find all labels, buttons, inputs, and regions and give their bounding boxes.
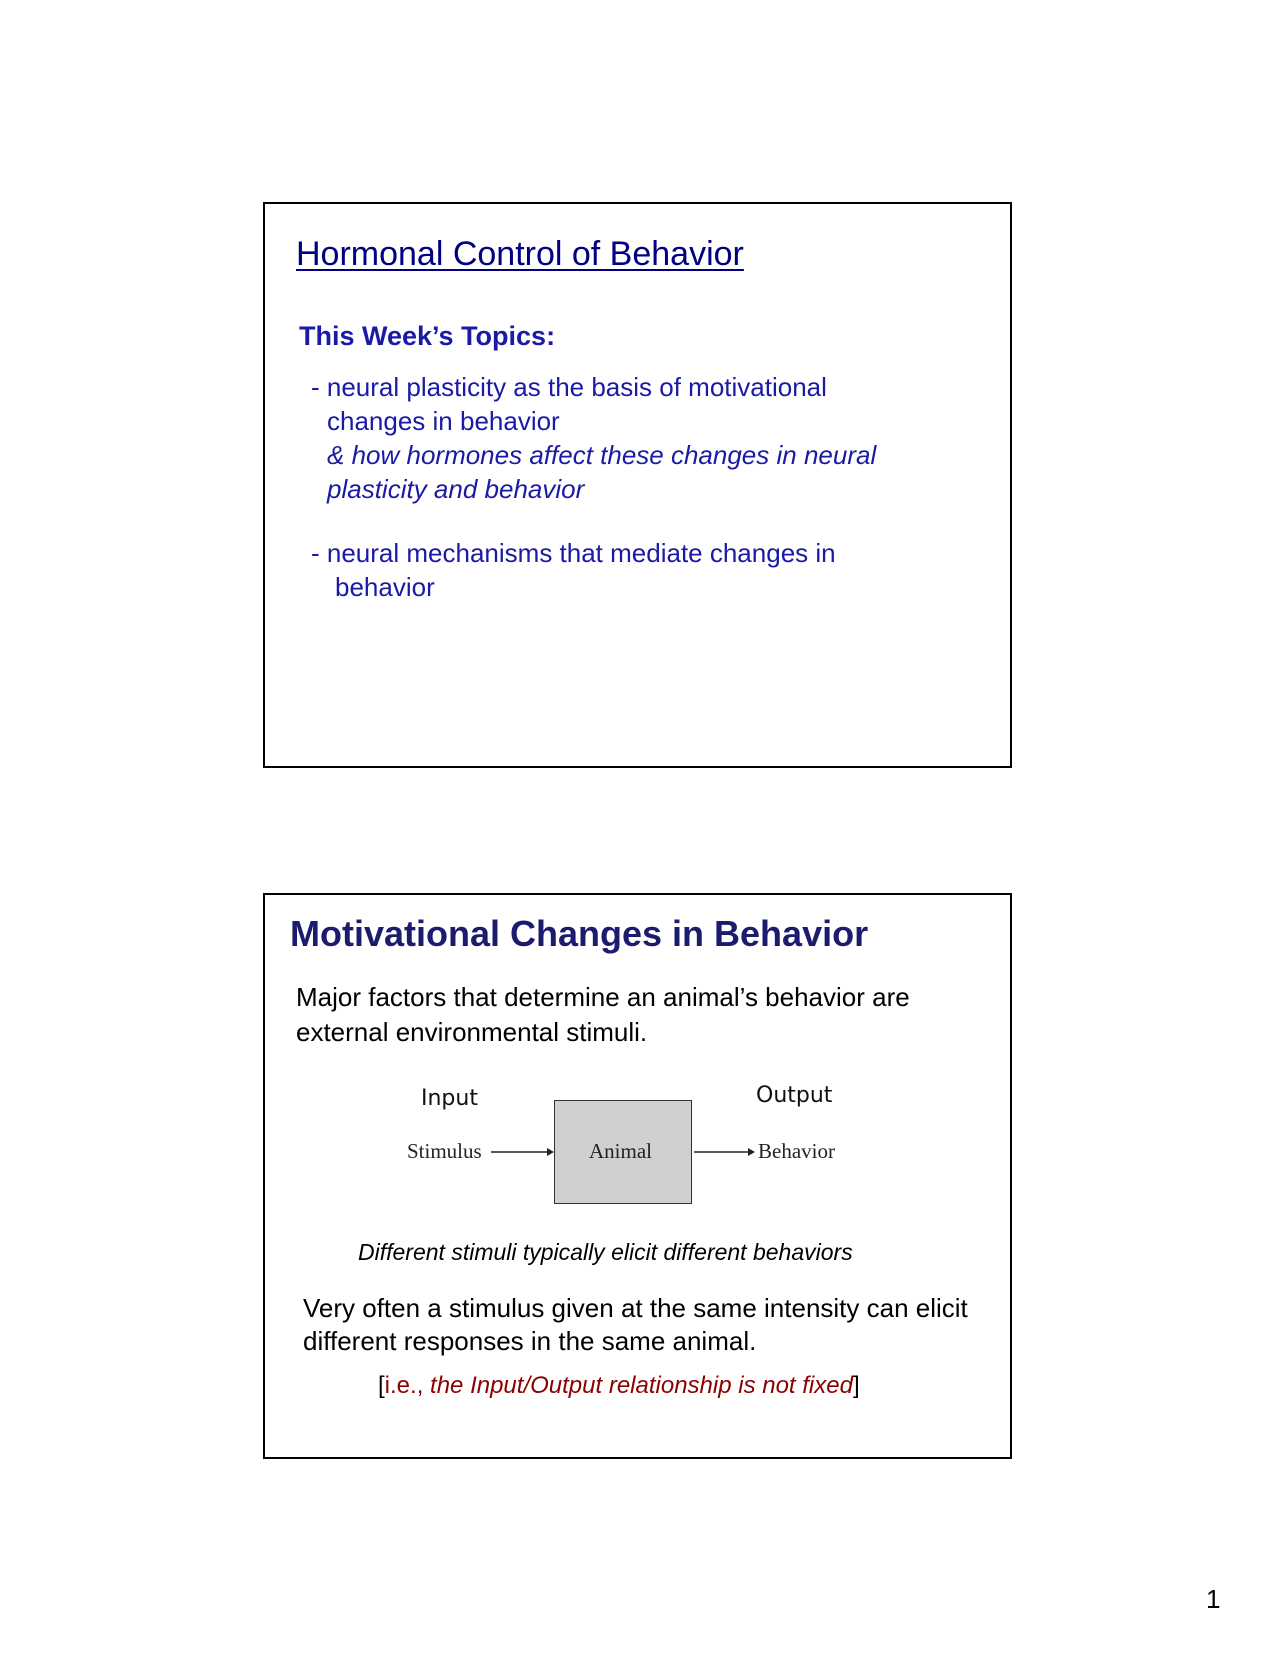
note-ie: i.e., [384,1372,431,1399]
arrow-animal-to-behavior [692,1142,756,1162]
bullet2-line2: behavior [335,572,435,602]
output-label: Output [756,1083,833,1108]
stimulus-label: Stimulus [407,1139,482,1163]
body-line1: Very often a stimulus given at the same intensity can elicit [303,1293,968,1323]
arrow-stimulus-to-animal [491,1142,555,1162]
slide-motivational-changes [263,893,1012,1459]
diagram-caption: Different stimuli typically elicit different behaviors [358,1239,853,1265]
slide2-title: Motivational Changes in Behavior [290,913,869,954]
slide1-title: Hormonal Control of Behavior [296,235,744,273]
bullet1-line1: - neural plasticity as the basis of motivational [311,372,827,402]
slide-hormonal-control [263,202,1012,768]
note-open-bracket: [ [378,1372,385,1399]
body-line2: different responses in the same animal. [303,1326,757,1356]
bullet1-line2: changes in behavior [327,406,560,436]
behavior-label: Behavior [758,1139,835,1163]
animal-label: Animal [589,1139,652,1163]
bullet2-line1: - neural mechanisms that mediate changes in [311,538,836,568]
bullet1-line4: plasticity and behavior [327,474,585,504]
note-close-bracket: ] [852,1372,860,1399]
intro-line2: external environmental stimuli. [296,1017,648,1047]
io-note [378,1372,860,1400]
bullet1-line3: & how hormones affect these changes in neural [327,440,877,470]
slide1-subtitle: This Week’s Topics: [299,321,556,351]
page-number: 1 [1206,1584,1221,1614]
intro-line1: Major factors that determine an animal’s behavior are [296,982,910,1012]
note-text: the Input/Output relationship is not fixed [430,1372,853,1399]
input-label: Input [421,1086,478,1111]
